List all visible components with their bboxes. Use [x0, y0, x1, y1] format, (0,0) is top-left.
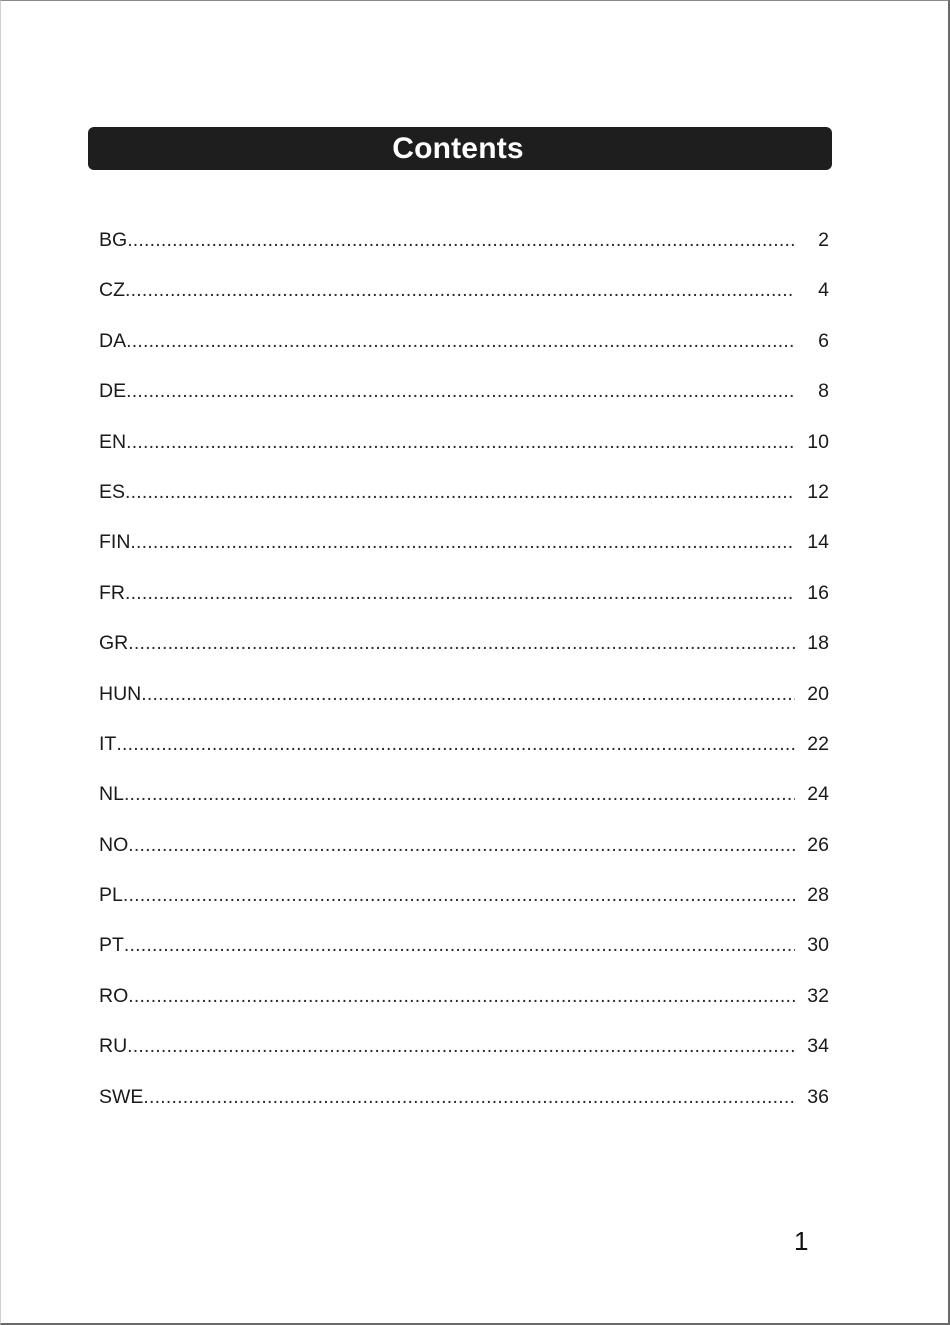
toc-entry-label: PL: [99, 884, 123, 907]
toc-entry-page: 2: [818, 229, 829, 251]
toc-entry[interactable]: [99, 229, 829, 279]
toc-entry[interactable]: [99, 884, 829, 934]
toc-entry-label: NO: [99, 833, 129, 856]
dot-leader: [125, 582, 795, 605]
toc-entry[interactable]: [99, 985, 829, 1035]
dot-leader: [116, 733, 795, 756]
toc-entry-page: 24: [807, 783, 829, 806]
toc-entry[interactable]: [99, 783, 829, 833]
contents-title-bar: [88, 127, 832, 170]
toc-entry-page: 4: [818, 279, 829, 302]
dot-leader: [127, 229, 795, 252]
toc-entry-label: EN: [99, 430, 127, 453]
toc-entry[interactable]: [99, 934, 829, 984]
dot-leader: [123, 884, 795, 907]
dot-leader: [127, 1035, 795, 1058]
toc-entry-page: 28: [807, 884, 829, 907]
toc-entry[interactable]: [99, 683, 829, 733]
dot-leader: [143, 1086, 795, 1109]
dot-leader: [125, 481, 795, 504]
dot-leader: [128, 632, 795, 655]
toc-entry-page: 36: [807, 1085, 829, 1108]
toc-entry-page: 12: [807, 480, 829, 503]
page-number: 1: [794, 1226, 809, 1256]
toc-entry-label: NL: [99, 783, 124, 806]
toc-entry[interactable]: [99, 1035, 829, 1085]
toc-entry-label: HUN: [99, 682, 142, 705]
page-title: Contents: [392, 131, 524, 165]
toc-entry-label: FR: [99, 581, 125, 604]
toc-entry-page: 14: [807, 531, 829, 554]
toc-entry-label: ES: [99, 480, 126, 503]
toc-entry-label: DA: [99, 329, 127, 352]
toc-entry[interactable]: [99, 279, 829, 329]
toc-entry-label: FIN: [99, 531, 131, 554]
dot-leader: [124, 783, 795, 806]
toc-entry-page: 30: [807, 934, 829, 957]
toc-entry-page: 6: [818, 329, 829, 352]
toc-entry-label: BG: [99, 229, 128, 251]
toc-entry-label: DE: [99, 380, 127, 403]
dot-leader: [128, 985, 795, 1008]
toc-entry-page: 32: [807, 984, 829, 1007]
dot-leader: [126, 380, 795, 403]
toc-entry-page: 26: [807, 833, 829, 856]
toc-entry-page: 34: [807, 1035, 829, 1058]
dot-leader: [124, 934, 795, 957]
toc-entry[interactable]: [99, 1086, 829, 1136]
dot-leader: [130, 531, 795, 554]
toc-entry[interactable]: [99, 431, 829, 481]
toc-entry-label: RU: [99, 1035, 128, 1058]
table-of-contents: [99, 229, 829, 1136]
toc-entry[interactable]: [99, 632, 829, 682]
toc-entry-page: 18: [807, 632, 829, 655]
dot-leader: [141, 683, 795, 706]
dot-leader: [125, 279, 795, 302]
dot-leader: [128, 834, 795, 857]
toc-entry-label: GR: [99, 632, 129, 655]
toc-entry-page: 22: [807, 732, 829, 755]
toc-entry[interactable]: [99, 582, 829, 632]
dot-leader: [126, 330, 795, 353]
toc-entry[interactable]: [99, 330, 829, 380]
toc-entry[interactable]: [99, 481, 829, 531]
toc-entry[interactable]: [99, 380, 829, 430]
toc-entry-label: RO: [99, 984, 129, 1007]
toc-entry[interactable]: [99, 834, 829, 884]
toc-entry[interactable]: [99, 733, 829, 783]
toc-entry-page: 10: [807, 430, 829, 453]
dot-leader: [126, 431, 795, 454]
toc-entry-page: 20: [807, 682, 829, 705]
toc-entry-label: SWE: [99, 1085, 144, 1108]
toc-entry-label: IT: [99, 732, 117, 755]
toc-entry-label: CZ: [99, 279, 125, 302]
toc-entry-page: 8: [818, 380, 829, 403]
toc-entry-label: PT: [99, 934, 124, 957]
toc-entry[interactable]: [99, 531, 829, 581]
toc-entry-page: 16: [807, 581, 829, 604]
